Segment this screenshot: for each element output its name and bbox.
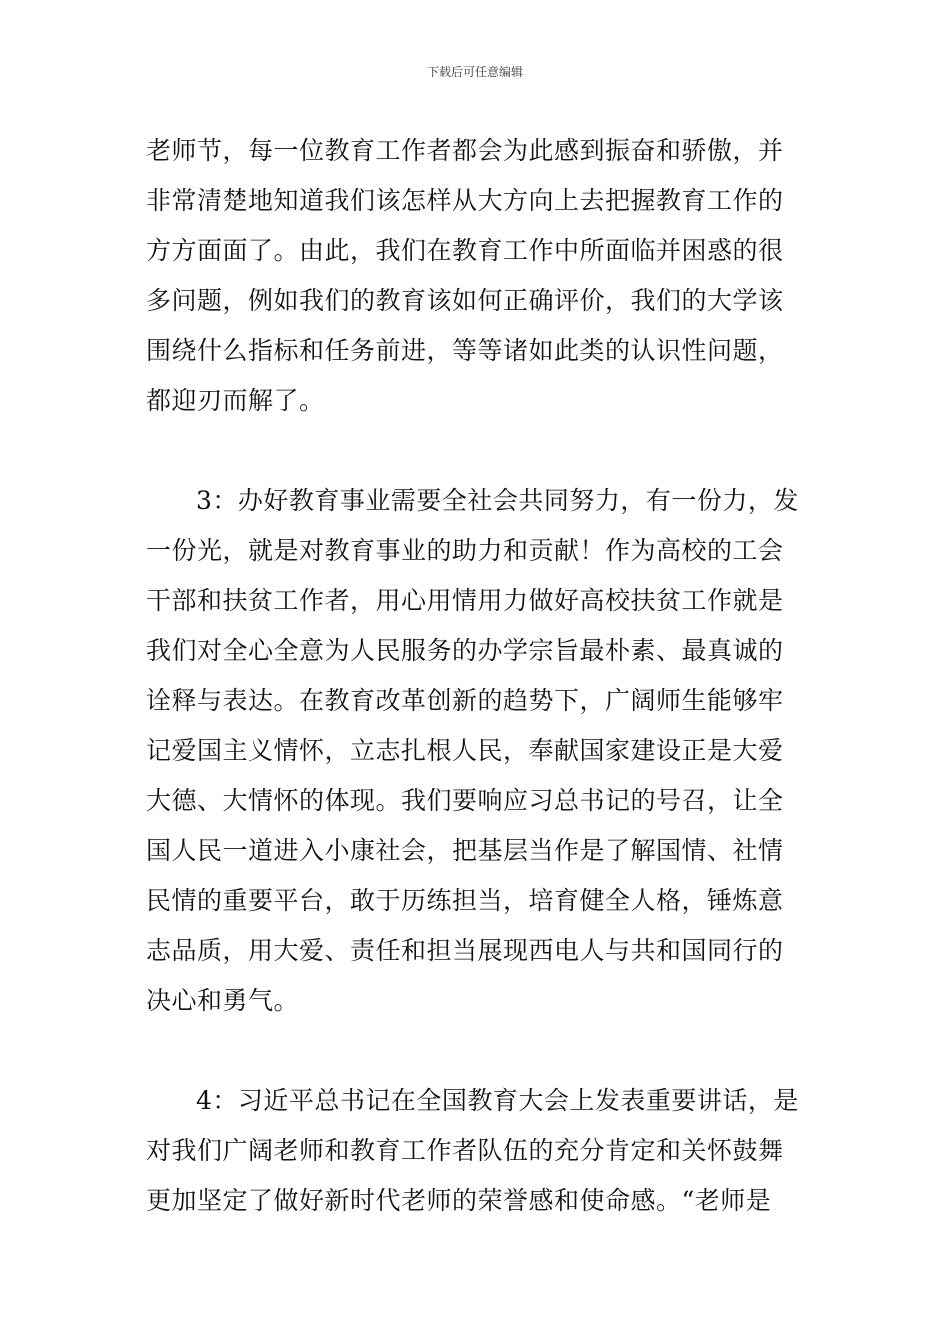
text-line: 国人民一道进入小康社会，把基层当作是了解国情、社情 (146, 836, 784, 865)
text-line: 一份光，就是对教育事业的助力和贡献！作为高校的工会 (146, 536, 784, 565)
text-line: 我们对全心全意为人民服务的办学宗旨最朴素、最真诚的 (146, 636, 784, 665)
text-line: 干部和扶贫工作者，用心用情用力做好高校扶贫工作就是 (146, 586, 784, 615)
text-line: 围绕什么指标和任务前进，等等诸如此类的认识性问题， (146, 336, 784, 365)
text-line: 民情的重要平台，敢于历练担当，培育健全人格，锤炼意 (146, 886, 784, 915)
page-header-note: 下载后可任意编辑 (426, 65, 523, 79)
paragraph (146, 1076, 806, 1226)
text-line: 决心和勇气。 (146, 986, 300, 1015)
text-line: 大德、大情怀的体现。我们要响应习总书记的号召，让全 (146, 786, 784, 815)
text-line: 对我们广阔老师和教育工作者队伍的充分肯定和关怀鼓舞 (146, 1136, 784, 1165)
text-line: 3：办好教育事业需要全社会共同努力，有一份力，发 (196, 486, 799, 515)
paragraph (146, 126, 806, 426)
text-line: 都迎刃而解了。 (146, 386, 325, 415)
text-line: 记爱国主义情怀，立志扎根人民，奉献国家建设正是大爱 (146, 736, 784, 765)
text-line: 4：习近平总书记在全国教育大会上发表重要讲话，是 (196, 1086, 799, 1115)
text-line: 老师节，每一位教育工作者都会为此感到振奋和骄傲，并 (146, 136, 784, 165)
paragraph-gap (146, 1026, 806, 1076)
paragraph-gap (146, 426, 806, 476)
text-line: 更加坚定了做好新时代老师的荣誉感和使命感。“老师是 (146, 1186, 772, 1215)
text-line: 诠释与表达。在教育改革创新的趋势下，广阔师生能够牢 (146, 686, 784, 715)
text-line: 志品质，用大爱、责任和担当展现西电人与共和国同行的 (146, 936, 784, 965)
document-body (146, 126, 806, 1226)
text-line: 非常清楚地知道我们该怎样从大方向上去把握教育工作的 (146, 186, 784, 215)
text-line: 多问题，例如我们的教育该如何正确评价，我们的大学该 (146, 286, 784, 315)
text-line: 方方面面了。由此，我们在教育工作中所面临并困惑的很 (146, 236, 784, 265)
paragraph (146, 476, 806, 1026)
